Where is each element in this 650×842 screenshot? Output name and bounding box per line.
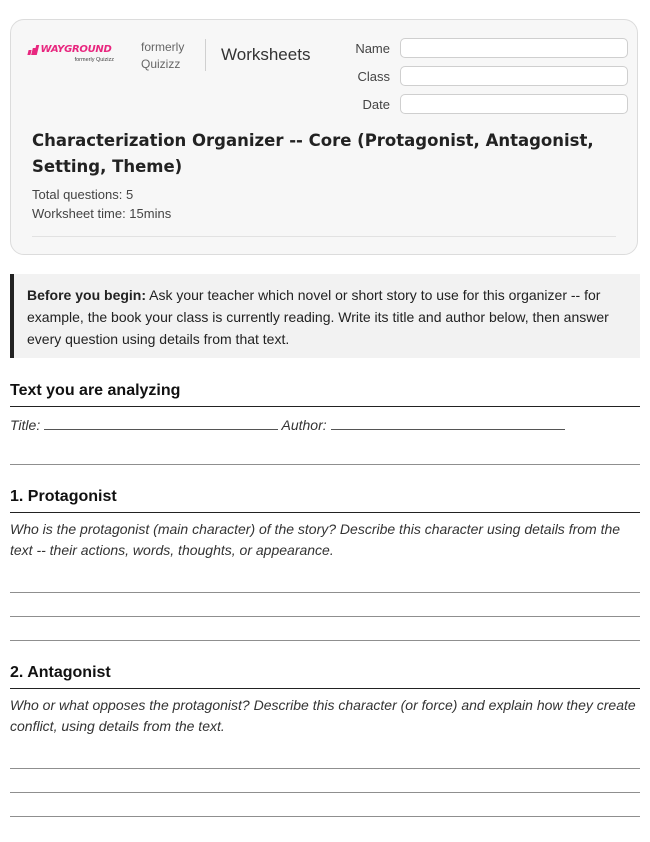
date-label: Date: [362, 97, 390, 112]
callout-lead: Before you begin:: [27, 287, 147, 303]
date-field-row: [330, 94, 630, 116]
question-1-rule: [10, 512, 640, 513]
class-field-row: [330, 66, 630, 88]
worksheet-title: Characterization Organizer -- Core (Protagonist, Antagonist, Setting, Theme): [32, 131, 594, 176]
answer-line[interactable]: [10, 616, 640, 617]
question-2-prompt: Who or what opposes the protagonist? Describe this character (or force) and explain how they create conflict, using details from the text.: [10, 697, 636, 734]
name-field[interactable]: [400, 38, 628, 58]
text-analyzing-heading: Text you are analyzing: [10, 382, 181, 399]
question-2-rule: [10, 688, 640, 689]
author-blank[interactable]: [331, 415, 565, 430]
question-1-prompt: Who is the protagonist (main character) of the story? Describe this character using details from the text -- their actions, words, thoughts, or appearance.: [10, 521, 621, 558]
name-field-row: [330, 38, 630, 60]
worksheets-label: Worksheets: [221, 45, 311, 64]
answer-line[interactable]: [10, 592, 640, 593]
title-label: Title:: [10, 417, 41, 433]
author-label: Author:: [281, 417, 327, 433]
answer-line[interactable]: [10, 816, 640, 817]
callout-text: Ask your teacher which novel or short story to use for this organizer -- for example, the book your class is currently reading. Write its title and author below, then answer every question using details from that text.: [27, 287, 609, 347]
worksheet-time: Worksheet time: 15mins: [32, 206, 172, 221]
answer-line[interactable]: [10, 640, 640, 641]
date-field[interactable]: [400, 94, 628, 114]
answer-line[interactable]: [10, 768, 640, 769]
wayground-logo: [28, 44, 116, 63]
formerly-quizizz-note: formerly Quizizz: [141, 40, 185, 71]
class-label: Class: [357, 69, 390, 84]
before-you-begin-callout: [10, 274, 640, 358]
total-questions: Total questions: 5: [32, 187, 134, 202]
logo-wordmark: WAYGROUND: [40, 44, 112, 55]
header-divider: [205, 39, 206, 71]
answer-line[interactable]: [10, 792, 640, 793]
logo-bars-icon: [28, 45, 38, 55]
question-2-heading: 2. Antagonist: [10, 664, 111, 681]
logo-subtext: formerly Quizizz: [74, 57, 114, 63]
section-rule: [10, 406, 640, 407]
name-label: Name: [355, 41, 390, 56]
title-author-line: [10, 415, 565, 433]
class-field[interactable]: [400, 66, 628, 86]
question-1-heading: 1. Protagonist: [10, 488, 117, 505]
title-blank[interactable]: [44, 415, 278, 430]
answer-line[interactable]: [10, 464, 640, 465]
header-rule: [32, 236, 616, 237]
